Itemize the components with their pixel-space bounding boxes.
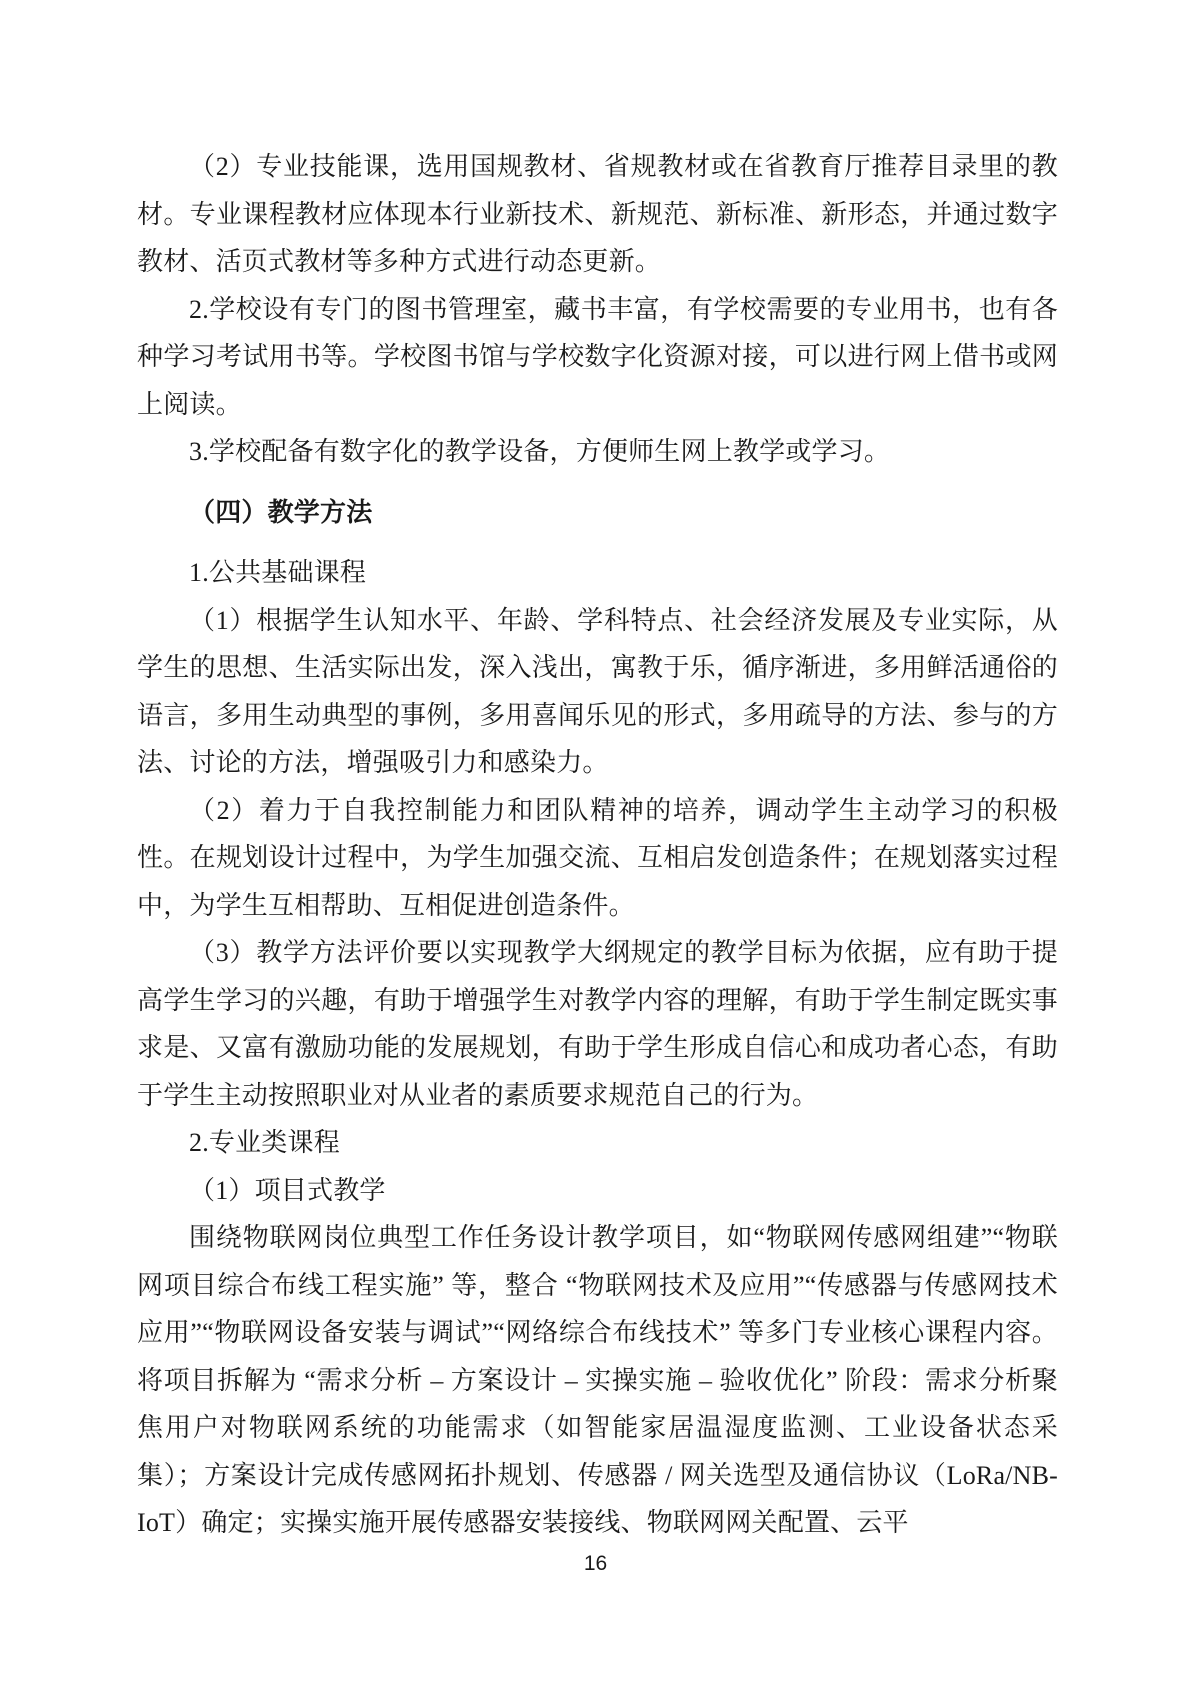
- paragraph-textbook-selection: （2）专业技能课，选用国规教材、省规教材或在省教育厅推荐目录里的教材。专业课程教材应体现本行业新技术、新规范、新标准、新形态，并通过数字教材、活页式教材等多种方式进行动态更新。: [137, 152, 1058, 276]
- paragraph-professional-courses: 2.专业类课程: [189, 1128, 340, 1157]
- paragraph-project-teaching-body: 围绕物联网岗位典型工作任务设计教学项目，如“物联网传感网组建”“物联网项目综合布线工程实施” 等，整合 “物联网技术及应用”“传感器与传感网技术应用”“物联网设备安装与调试”“网络综合布线技术” 等多门专业核心课程内容。将项目拆解为 “需求分析 – 方案设计 – 实操实施 – 验收优化” 阶段：需求分析聚焦用户对物联网系统的功能需求（如智能家居温湿度监测、工业设备状态采集）；方案设计完成传感网拓扑规划、传感器 / 网关选型及通信协议（LoRa/NB-IoT）确定；实操实施开展传感器安装接线、物联网网关配置、云平: [137, 1223, 1058, 1537]
- paragraph-public-basic-courses: 1.公共基础课程: [189, 558, 367, 587]
- paragraph-teaching-principle-2: （2）着力于自我控制能力和团队精神的培养，调动学生主动学习的积极性。在规划设计过程中，为学生加强交流、互相启发创造条件；在规划落实过程中，为学生互相帮助、互相促进创造条件。: [137, 795, 1058, 920]
- paragraph-teaching-principle-1: （1）根据学生认知水平、年龄、学科特点、社会经济发展及专业实际，从学生的思想、生活实际出发，深入浅出，寓教于乐，循序渐进，多用鲜活通俗的语言，多用生动典型的事例，多用喜闻乐见的形式，多用疏导的方法、参与的方法、讨论的方法，增强吸引力和感染力。: [137, 605, 1058, 777]
- paragraph-library: 2.学校设有专门的图书管理室，藏书丰富，有学校需要的专业用书，也有各种学习考试用书等。学校图书馆与学校数字化资源对接，可以进行网上借书或网上阅读。: [137, 294, 1058, 419]
- page-content: [137, 143, 1058, 1547]
- section-heading-teaching-methods: （四）教学方法: [189, 497, 373, 527]
- paragraph-teaching-principle-3: （3）教学方法评价要以实现教学大纲规定的教学目标为依据，应有助于提高学生学习的兴趣，有助于增强学生对教学内容的理解，有助于学生制定既实事求是、又富有激励功能的发展规划，有助于学生形成自信心和成功者心态，有助于学生主动按照职业对从业者的素质要求规范自己的行为。: [137, 938, 1058, 1110]
- paragraph-project-teaching-title: （1）项目式教学: [189, 1175, 386, 1205]
- paragraph-digital-equipment: 3.学校配备有数字化的教学设备，方便师生网上教学或学习。: [189, 437, 891, 466]
- page-number: 16: [583, 1552, 608, 1575]
